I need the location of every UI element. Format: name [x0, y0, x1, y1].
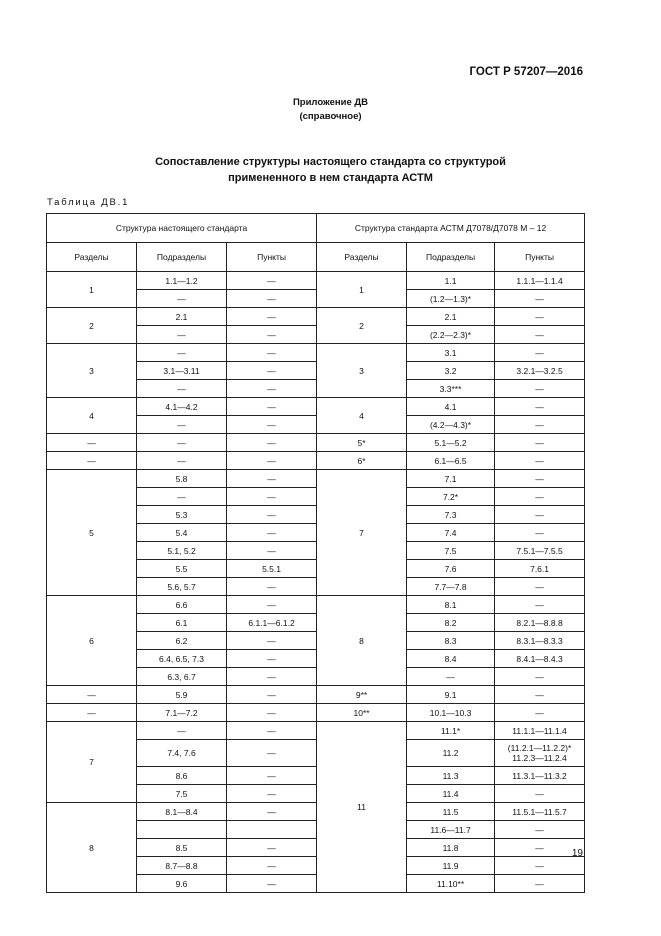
section-cell: 1: [47, 272, 137, 308]
clause-cell: —: [227, 488, 317, 506]
astm-section-cell: 4: [317, 398, 407, 434]
clause-cell: [227, 821, 317, 839]
astm-subsection-cell: 7.2*: [407, 488, 495, 506]
section-cell: 3: [47, 344, 137, 398]
astm-subsection-cell: 9.1: [407, 686, 495, 704]
subsection-cell: 2.1: [137, 308, 227, 326]
subsection-cell: 7.4, 7.6: [137, 740, 227, 767]
subsection-cell: 6.2: [137, 632, 227, 650]
subsection-cell: —: [137, 488, 227, 506]
astm-subsection-cell: (1.2—1.3)*: [407, 290, 495, 308]
section-cell: 6: [47, 596, 137, 686]
subsection-cell: 1.1—1.2: [137, 272, 227, 290]
astm-clause-cell: —: [495, 578, 585, 596]
table-column-header-row: [47, 243, 585, 272]
clause-cell: —: [227, 470, 317, 488]
subsection-cell: [137, 821, 227, 839]
subsection-cell: 8.5: [137, 839, 227, 857]
astm-subsection-cell: 7.5: [407, 542, 495, 560]
astm-section-cell: 5*: [317, 434, 407, 452]
astm-subsection-cell: 6.1—6.5: [407, 452, 495, 470]
astm-clause-cell: —: [495, 290, 585, 308]
clause-cell: —: [227, 740, 317, 767]
subsection-cell: 6.6: [137, 596, 227, 614]
section-cell: 8: [47, 803, 137, 893]
group-header-this-standard: Структура настоящего стандарта: [47, 214, 317, 243]
astm-subsection-cell: 4.1: [407, 398, 495, 416]
astm-clause-cell: 7.5.1—7.5.5: [495, 542, 585, 560]
astm-clause-cell: —: [495, 434, 585, 452]
clause-cell: —: [227, 272, 317, 290]
astm-clause-cell: 11.1.1—11.1.4: [495, 722, 585, 740]
astm-subsection-cell: 7.7—7.8: [407, 578, 495, 596]
table-row: [47, 470, 585, 488]
clause-cell: —: [227, 857, 317, 875]
table-row: [47, 308, 585, 326]
subsection-cell: 7.5: [137, 785, 227, 803]
column-header: Пункты: [495, 243, 585, 272]
astm-clause-cell: —: [495, 326, 585, 344]
astm-clause-cell: —: [495, 668, 585, 686]
astm-subsection-cell: 3.2: [407, 362, 495, 380]
astm-clause-line: (11.2.1—11.2.2)*: [507, 743, 572, 753]
document-title-line-1: Сопоставление структуры настоящего стандарта со структурой: [155, 156, 506, 168]
table-row: [47, 803, 585, 821]
section-cell: —: [47, 452, 137, 470]
clause-cell: —: [227, 362, 317, 380]
table-row: [47, 344, 585, 362]
subsection-cell: 5.5: [137, 560, 227, 578]
astm-clause-cell: —: [495, 875, 585, 893]
astm-subsection-cell: 11.2: [407, 740, 495, 767]
clause-cell: —: [227, 290, 317, 308]
astm-clause-cell: —: [495, 488, 585, 506]
astm-section-cell: 1: [317, 272, 407, 308]
astm-clause-cell: 11.3.1—11.3.2: [495, 767, 585, 785]
subsection-cell: 8.6: [137, 767, 227, 785]
astm-subsection-cell: 11.10**: [407, 875, 495, 893]
astm-clause-cell: —: [495, 344, 585, 362]
astm-subsection-cell: 7.3: [407, 506, 495, 524]
clause-cell: —: [227, 578, 317, 596]
column-header: Подразделы: [407, 243, 495, 272]
appendix-heading: [0, 96, 661, 124]
astm-subsection-cell: 10.1—10.3: [407, 704, 495, 722]
astm-clause-cell: 7.6.1: [495, 560, 585, 578]
subsection-cell: 8.1—8.4: [137, 803, 227, 821]
subsection-cell: —: [137, 380, 227, 398]
clause-cell: —: [227, 650, 317, 668]
clause-cell: —: [227, 839, 317, 857]
astm-subsection-cell: 11.8: [407, 839, 495, 857]
astm-section-cell: 9**: [317, 686, 407, 704]
clause-cell: —: [227, 803, 317, 821]
clause-cell: 5.5.1: [227, 560, 317, 578]
section-cell: —: [47, 704, 137, 722]
table-label: Таблица ДВ.1: [47, 197, 130, 208]
astm-clause-cell: 8.3.1—8.3.3: [495, 632, 585, 650]
column-header: Пункты: [227, 243, 317, 272]
astm-clause-cell: —: [495, 398, 585, 416]
section-cell: 2: [47, 308, 137, 344]
document-title: [0, 154, 661, 186]
astm-subsection-cell: 5.1—5.2: [407, 434, 495, 452]
column-header: Подразделы: [137, 243, 227, 272]
subsection-cell: —: [137, 434, 227, 452]
astm-clause-cell: 8.4.1—8.4.3: [495, 650, 585, 668]
astm-clause-cell: —: [495, 596, 585, 614]
table-group-header-row: [47, 214, 585, 243]
clause-cell: —: [227, 542, 317, 560]
clause-cell: 6.1.1—6.1.2: [227, 614, 317, 632]
subsection-cell: 6.3, 6.7: [137, 668, 227, 686]
astm-clause-cell: —: [495, 821, 585, 839]
subsection-cell: 4.1—4.2: [137, 398, 227, 416]
table-row: [47, 452, 585, 470]
clause-cell: —: [227, 875, 317, 893]
section-cell: —: [47, 686, 137, 704]
astm-clause-cell: —: [495, 524, 585, 542]
astm-clause-line: 11.2.3—11.2.4: [512, 753, 567, 763]
subsection-cell: 7.1—7.2: [137, 704, 227, 722]
astm-section-cell: 6*: [317, 452, 407, 470]
astm-clause-cell: [495, 740, 585, 767]
structure-comparison-table: [46, 213, 585, 893]
astm-subsection-cell: 11.3: [407, 767, 495, 785]
astm-clause-cell: —: [495, 704, 585, 722]
clause-cell: —: [227, 668, 317, 686]
section-cell: 4: [47, 398, 137, 434]
astm-clause-cell: —: [495, 506, 585, 524]
clause-cell: —: [227, 344, 317, 362]
clause-cell: —: [227, 704, 317, 722]
subsection-cell: —: [137, 326, 227, 344]
astm-subsection-cell: 11.6—11.7: [407, 821, 495, 839]
astm-clause-cell: —: [495, 785, 585, 803]
astm-subsection-cell: 2.1: [407, 308, 495, 326]
table-row: [47, 272, 585, 290]
document-title-line-2: примененного в нем стандарта АСТМ: [228, 172, 433, 184]
subsection-cell: —: [137, 452, 227, 470]
section-cell: 7: [47, 722, 137, 803]
astm-subsection-cell: 3.1: [407, 344, 495, 362]
astm-subsection-cell: 8.1: [407, 596, 495, 614]
astm-subsection-cell: 11.5: [407, 803, 495, 821]
astm-section-cell: 10**: [317, 704, 407, 722]
subsection-cell: 5.4: [137, 524, 227, 542]
section-cell: 5: [47, 470, 137, 596]
astm-subsection-cell: (4.2—4.3)*: [407, 416, 495, 434]
clause-cell: —: [227, 767, 317, 785]
appendix-subtitle: (справочное): [299, 111, 362, 122]
group-header-astm-standard: Структура стандарта АСТМ Д7078/Д7078 М – 12: [317, 214, 585, 243]
clause-cell: —: [227, 596, 317, 614]
astm-clause-cell: —: [495, 857, 585, 875]
astm-subsection-cell: 11.1*: [407, 722, 495, 740]
astm-clause-cell: —: [495, 416, 585, 434]
astm-subsection-cell: 8.2: [407, 614, 495, 632]
clause-cell: —: [227, 434, 317, 452]
clause-cell: —: [227, 308, 317, 326]
subsection-cell: 6.4, 6.5, 7.3: [137, 650, 227, 668]
subsection-cell: —: [137, 722, 227, 740]
astm-subsection-cell: —: [407, 668, 495, 686]
table-row: [47, 434, 585, 452]
clause-cell: —: [227, 524, 317, 542]
astm-clause-cell: 8.2.1—8.8.8: [495, 614, 585, 632]
subsection-cell: 9.6: [137, 875, 227, 893]
astm-clause-cell: —: [495, 308, 585, 326]
astm-clause-cell: —: [495, 686, 585, 704]
astm-subsection-cell: 11.9: [407, 857, 495, 875]
appendix-title: Приложение ДВ: [292, 97, 369, 108]
astm-subsection-cell: (2.2—2.3)*: [407, 326, 495, 344]
subsection-cell: 5.3: [137, 506, 227, 524]
table-row: [47, 686, 585, 704]
clause-cell: —: [227, 452, 317, 470]
astm-section-cell: 2: [317, 308, 407, 344]
subsection-cell: 5.1, 5.2: [137, 542, 227, 560]
table-row: [47, 596, 585, 614]
astm-subsection-cell: 7.6: [407, 560, 495, 578]
astm-subsection-cell: 11.4: [407, 785, 495, 803]
clause-cell: —: [227, 380, 317, 398]
clause-cell: —: [227, 722, 317, 740]
clause-cell: —: [227, 326, 317, 344]
astm-clause-cell: —: [495, 380, 585, 398]
clause-cell: —: [227, 785, 317, 803]
column-header: Разделы: [47, 243, 137, 272]
clause-cell: —: [227, 506, 317, 524]
astm-subsection-cell: 3.3***: [407, 380, 495, 398]
astm-section-cell: 8: [317, 596, 407, 686]
subsection-cell: —: [137, 416, 227, 434]
subsection-cell: 5.8: [137, 470, 227, 488]
astm-clause-cell: —: [495, 470, 585, 488]
clause-cell: —: [227, 398, 317, 416]
astm-subsection-cell: 8.4: [407, 650, 495, 668]
subsection-cell: —: [137, 344, 227, 362]
astm-clause-cell: 11.5.1—11.5.7: [495, 803, 585, 821]
astm-subsection-cell: 7.1: [407, 470, 495, 488]
astm-clause-cell: 3.2.1—3.2.5: [495, 362, 585, 380]
astm-section-cell: 3: [317, 344, 407, 398]
subsection-cell: 6.1: [137, 614, 227, 632]
document-code: ГОСТ Р 57207—2016: [469, 66, 583, 78]
subsection-cell: 5.9: [137, 686, 227, 704]
clause-cell: —: [227, 686, 317, 704]
column-header: Разделы: [317, 243, 407, 272]
subsection-cell: 5.6, 5.7: [137, 578, 227, 596]
table-row: [47, 722, 585, 740]
astm-subsection-cell: 7.4: [407, 524, 495, 542]
clause-cell: —: [227, 632, 317, 650]
astm-clause-cell: —: [495, 452, 585, 470]
subsection-cell: 3.1—3.11: [137, 362, 227, 380]
subsection-cell: —: [137, 290, 227, 308]
table-row: [47, 398, 585, 416]
subsection-cell: 8.7—8.8: [137, 857, 227, 875]
astm-subsection-cell: 1.1: [407, 272, 495, 290]
table-row: [47, 704, 585, 722]
astm-subsection-cell: 8.3: [407, 632, 495, 650]
astm-section-cell: 11: [317, 722, 407, 893]
page-number: 19: [571, 848, 583, 859]
astm-clause-cell: —: [495, 839, 585, 857]
astm-clause-cell: 1.1.1—1.1.4: [495, 272, 585, 290]
clause-cell: —: [227, 416, 317, 434]
section-cell: —: [47, 434, 137, 452]
astm-section-cell: 7: [317, 470, 407, 596]
